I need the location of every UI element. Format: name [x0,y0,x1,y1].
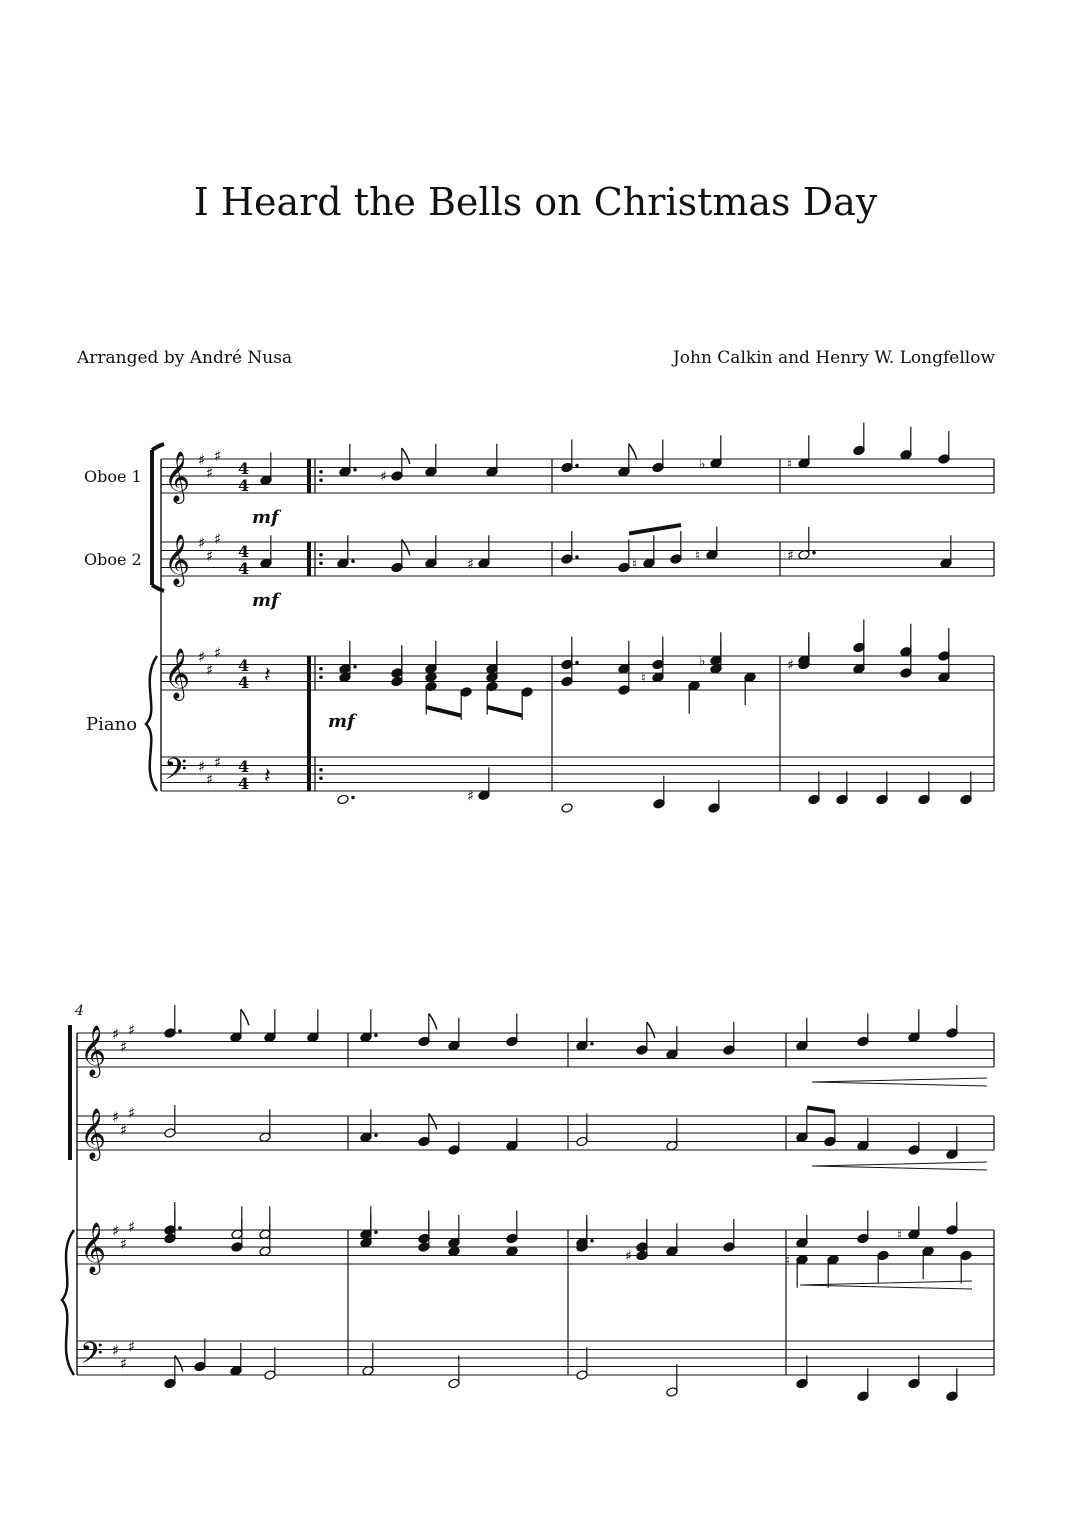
flag [429,1014,437,1030]
measure-number: 4 [75,1003,84,1019]
crescendo-hairpin [812,1162,987,1170]
repeat-dot [319,675,323,679]
beam [487,707,522,716]
repeat-dot [319,776,323,780]
dynamic-mark: mf [252,590,279,611]
accidental: ♮ [785,1252,791,1269]
sharp-icon: ♯ [214,446,222,465]
accidental: ♭ [699,653,706,670]
time-signature: 4 [238,559,250,578]
accidental: ♯ [467,788,474,805]
crescendo-hairpin [812,1078,987,1086]
flag [629,444,637,460]
accidental: ♯ [380,469,387,485]
dot [374,1230,378,1234]
sharp-icon: ♯ [206,546,214,565]
time-signature: 4 [238,774,250,793]
time-signature: 4 [238,542,250,561]
sharp-icon: ♯ [112,1222,120,1240]
instrument-label-oboe2: Oboe 2 [84,550,142,569]
accidental: ♮ [695,547,701,564]
dot [590,1042,594,1046]
time-signature: 4 [238,656,250,675]
accidental: ♮ [632,556,638,573]
treble-clef-icon: 𝄞 [80,1222,107,1273]
sharp-icon: ♯ [198,534,206,552]
beam [426,707,461,716]
dot [178,1226,182,1230]
dot [351,796,355,800]
sharp-icon: ♯ [206,770,214,789]
dot [353,665,357,669]
sharp-icon: ♯ [128,1337,136,1356]
bass-clef-icon: 𝄢 [80,1337,104,1378]
sharp-icon: ♯ [120,1037,128,1056]
treble-clef-icon: 𝄞 [164,451,191,502]
repeat-dot [319,478,323,482]
piano-brace [62,1230,74,1375]
rest-icon: 𝄽 [264,663,271,688]
dynamic-mark: mf [252,507,279,528]
treble-clef-icon: 𝄞 [164,648,191,699]
sharp-icon: ♯ [198,648,206,666]
sharp-icon: ♯ [128,1217,136,1236]
sharp-icon: ♯ [112,1108,120,1126]
notehead [448,1246,460,1257]
repeat-dot [319,768,323,772]
ensemble-bracket [152,444,164,591]
repeat-dot [319,561,323,565]
repeat-dot [319,553,323,557]
notehead [561,803,573,814]
score-title: I Heard the Bells on Christmas Day [193,180,878,224]
piano-brace [146,656,157,791]
rest-icon: 𝄽 [264,764,271,789]
accidental: ♯ [787,657,794,674]
sharp-icon: ♯ [128,1020,136,1039]
sharp-icon: ♯ [198,451,206,469]
accidental: ♮ [897,1227,903,1244]
sharp-icon: ♯ [214,753,222,772]
repeat-dot [319,667,323,671]
dot [590,1239,594,1243]
treble-clef-icon: 𝄞 [80,1025,107,1076]
dot [178,1029,182,1033]
sharp-icon: ♯ [120,1120,128,1139]
sharp-icon: ♯ [206,463,214,482]
instrument-label-oboe1: Oboe 1 [84,467,142,486]
accidental: ♯ [467,556,474,573]
sharp-icon: ♯ [206,660,214,679]
accidental: ♮ [787,456,793,473]
time-signature: 4 [238,459,250,478]
dot [353,468,357,472]
notehead [337,794,349,805]
beam [629,525,681,534]
repeat-dot [319,470,323,474]
dot [812,551,816,555]
dot [351,559,355,563]
sharp-icon: ♯ [112,1341,120,1360]
flag [647,1022,655,1038]
flag [402,448,410,464]
notehead [506,1246,518,1257]
crescendo-hairpin [800,1281,972,1289]
dynamic-mark: mf [328,711,355,732]
dot [374,1033,378,1037]
dot [575,661,579,665]
dot [575,555,579,559]
treble-clef-icon: 𝄞 [164,534,191,585]
time-signature: 4 [238,757,250,776]
time-signature: 4 [238,673,250,692]
bass-clef-icon: 𝄢 [164,753,188,794]
sharp-icon: ♯ [120,1234,128,1253]
beam [807,1108,835,1112]
arranger-credit: Arranged by André Nusa [77,348,293,368]
accidental: ♭ [699,456,706,473]
sharp-icon: ♯ [128,1103,136,1122]
sharp-icon: ♯ [214,529,222,548]
notehead [425,672,437,683]
sharp-icon: ♯ [214,643,222,662]
dot [374,1133,378,1137]
accidental: ♯ [625,1248,632,1265]
sharp-icon: ♯ [120,1354,128,1373]
treble-clef-icon: 𝄞 [80,1108,107,1159]
accidental: ♯ [787,547,794,564]
sharp-icon: ♯ [112,1025,120,1043]
flag [241,1009,249,1025]
composer-credit: John Calkin and Henry W. Longfellow [672,348,995,368]
dot [575,464,579,468]
accidental: ♮ [641,670,647,687]
time-signature: 4 [238,476,250,495]
sharp-icon: ♯ [198,757,206,776]
instrument-label-piano: Piano [86,714,138,735]
